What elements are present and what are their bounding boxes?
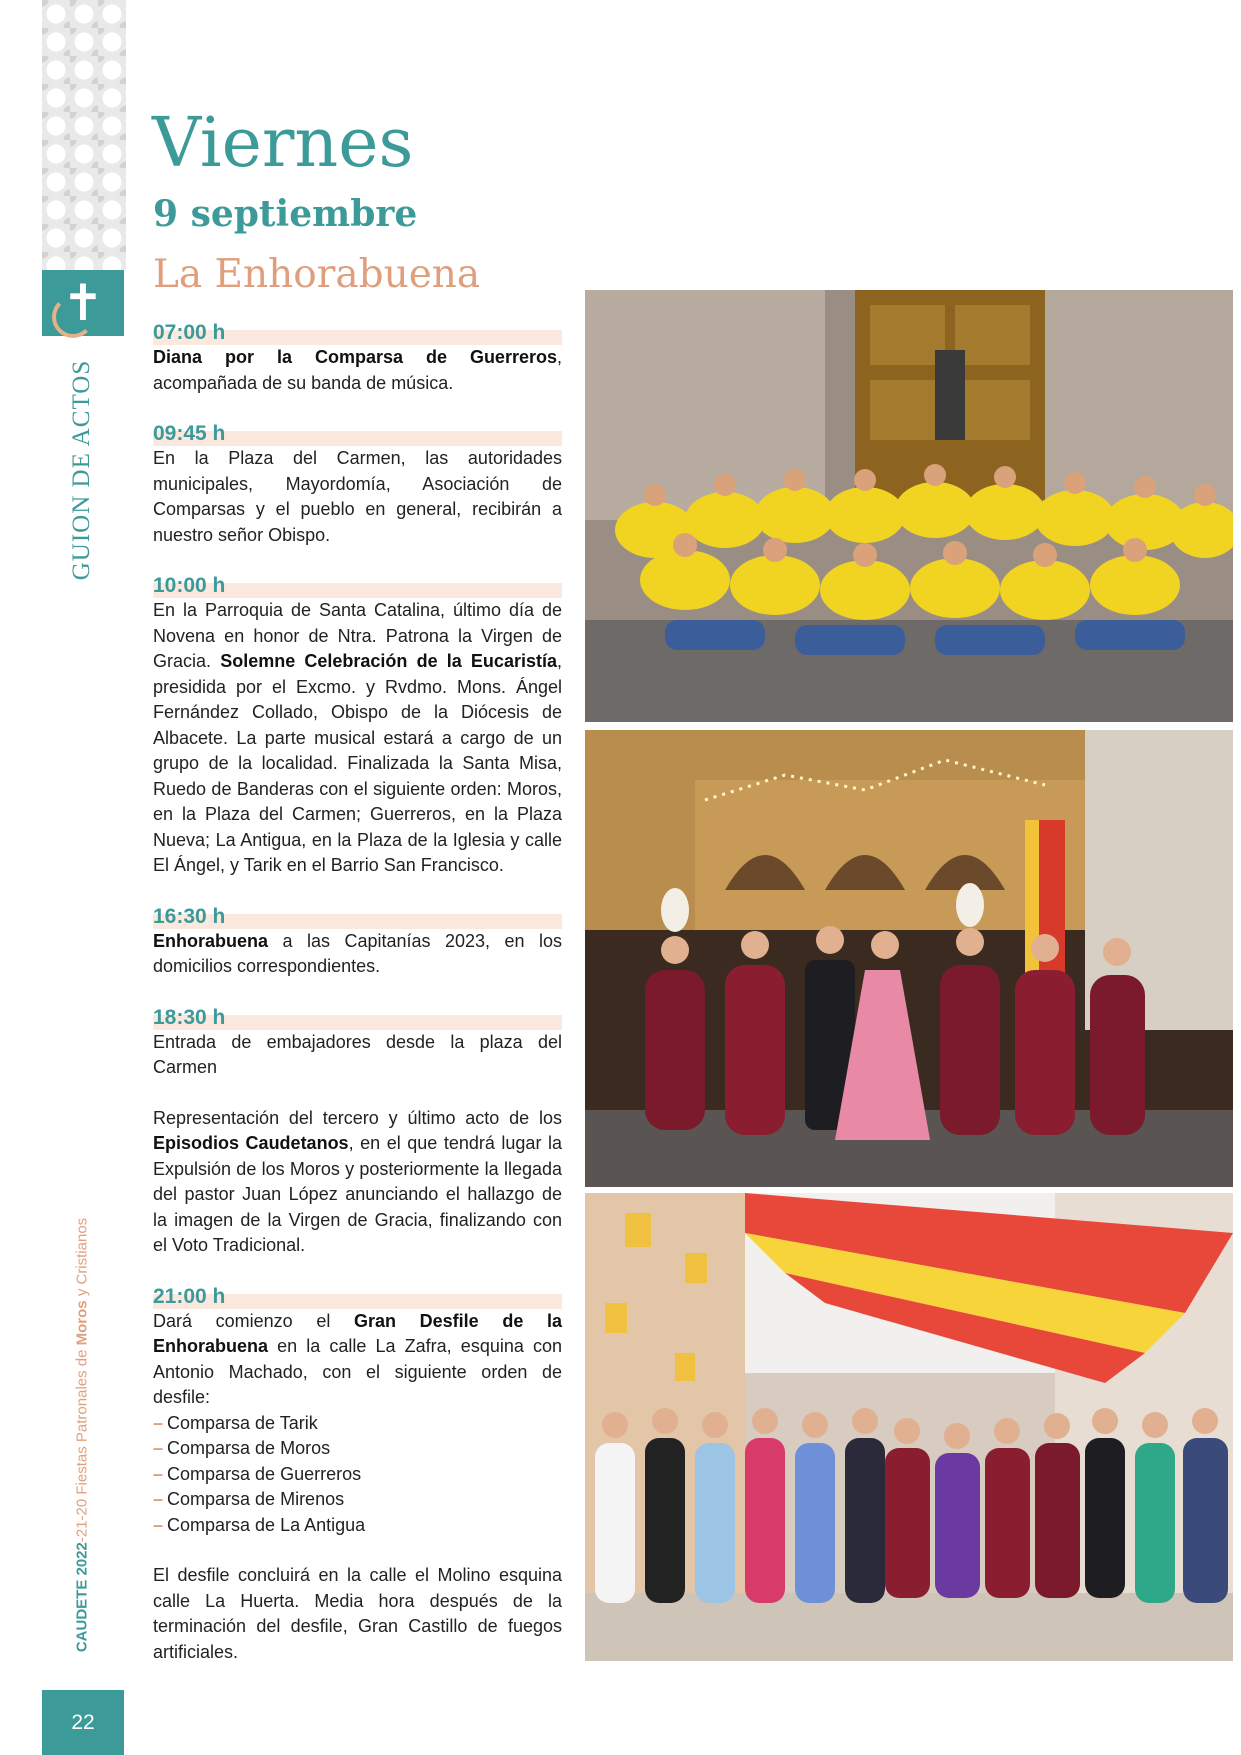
event-entry [153, 1285, 562, 1666]
event-description [153, 345, 562, 396]
event-description [153, 1106, 562, 1259]
event-entry [153, 422, 562, 548]
list-item-label: Comparsa de Mirenos [167, 1489, 345, 1509]
event-time: 09:45 h [153, 422, 562, 446]
event-highlight: Episodios Caudetanos [153, 1133, 349, 1153]
event-highlight: Solemne Celebración de la Eucaristía [220, 651, 557, 671]
logo [42, 270, 124, 336]
event-description: En la Plaza del Carmen, las autoridades municipales, Mayordomía, Asociación de Comparsas y el pueblo en general, recibirán a nuestro señor Obispo. [153, 448, 562, 545]
footer-text: Fiestas Patronales de [73, 1345, 91, 1495]
list-item-label: Comparsa de Guerreros [167, 1463, 362, 1484]
event-description: El desfile concluirá en la calle el Molino esquina calle La Huerta. Media hora después de la terminación del desfile, Gran Castillo de fuegos artificiales. [153, 1565, 562, 1662]
section-label: GUION DE ACTOS [68, 359, 95, 581]
photo-street-group [585, 1193, 1233, 1661]
photo-group-yellow-shirts [585, 290, 1233, 722]
event-time: 07:00 h [153, 321, 562, 345]
event-highlight: Gran Desfile de la Enhorabuena [153, 1310, 562, 1356]
event-description: Entrada de embajadores desde la plaza del Carmen [153, 1031, 562, 1077]
dash: – [153, 1489, 164, 1509]
list-item [153, 1411, 562, 1437]
event-highlight: Enhorabuena [153, 930, 269, 951]
event-highlight: Diana por la Comparsa de Guerreros [153, 347, 557, 367]
event-description [153, 1309, 562, 1411]
decorative-pattern [42, 0, 126, 270]
photo-night-procession [585, 730, 1233, 1187]
list-item [153, 1436, 562, 1462]
event-text: , en el que tendrá lugar la Expulsión de los Moros y posteriormente la llegada del pastor Juan López anunciando el hallazgo de la imagen de la Virgen de Gracia, finalizando con el Voto Tradicional. [153, 1133, 562, 1255]
list-item [153, 1487, 562, 1513]
event-text: , acompañada de su banda de música. [153, 347, 562, 393]
event-entry [153, 1006, 562, 1259]
page-subtitle: La Enhorabuena [153, 252, 481, 297]
event-time: 18:30 h [153, 1006, 562, 1030]
page-title: Viernes [152, 104, 414, 183]
dash: – [153, 1412, 164, 1433]
list-item-label: Comparsa de Moros [167, 1438, 331, 1458]
page-date: 9 septiembre [153, 193, 418, 235]
photo-illustration [585, 1193, 1233, 1661]
parade-order-list [153, 1411, 562, 1539]
caudete-cross-moon-logo-icon: ✝ [62, 278, 104, 328]
footer-cristianos: y Cristianos [73, 1217, 91, 1301]
event-text: Representación del tercero y último acto de los [153, 1107, 562, 1128]
event-entry [153, 905, 562, 980]
event-text: a las Capitanías 2023, en los domicilios correspondientes. [153, 930, 562, 976]
list-item-label: Comparsa de Tarik [167, 1412, 318, 1433]
dash: – [153, 1438, 164, 1458]
event-text: , presidida por el Excmo. y Rvdmo. Mons. Ángel Fernández Collado, Obispo de la Diócesis de Albacete. La parte musical estará a cargo de un grupo de la localidad. Finalizada la Santa Misa, Ruedo de Banderas con el siguiente orden: Moros, en la Plaza del Carmen; Guerreros, en la Plaza Nueva; La Antigua, en la Plaza de la Iglesia y calle El Ángel, y Tarik en el Barrio San Francisco. [153, 651, 562, 875]
event-time: 10:00 h [153, 574, 562, 598]
list-item [153, 1462, 562, 1488]
dash: – [153, 1514, 164, 1535]
footer-brand: CAUDETE [73, 1575, 91, 1653]
schedule [153, 321, 562, 1691]
event-time: 16:30 h [153, 905, 562, 929]
footer-moros: Moros [73, 1300, 91, 1346]
publication-footer [74, 1218, 91, 1652]
footer-year: 2022 [73, 1542, 91, 1576]
dash: – [153, 1463, 164, 1484]
event-text: Dará comienzo el [153, 1310, 354, 1331]
event-description [153, 598, 562, 879]
event-time: 21:00 h [153, 1285, 562, 1309]
list-item [153, 1513, 562, 1539]
event-entry [153, 574, 562, 879]
page-number: 22 [42, 1690, 124, 1755]
photo-illustration [585, 730, 1233, 1187]
photo-illustration [585, 290, 1233, 722]
event-description [153, 929, 562, 980]
footer-years: -21-20 [73, 1494, 91, 1543]
event-text: en la calle La Zafra, esquina con Antonio Machado, con el siguiente orden de desfile: [153, 1336, 562, 1407]
event-text: En la Parroquia de Santa Catalina, último día de Novena en honor de Ntra. Patrona la Virgen de Gracia. [153, 600, 562, 671]
event-entry [153, 321, 562, 396]
list-item-label: Comparsa de La Antigua [167, 1514, 366, 1535]
